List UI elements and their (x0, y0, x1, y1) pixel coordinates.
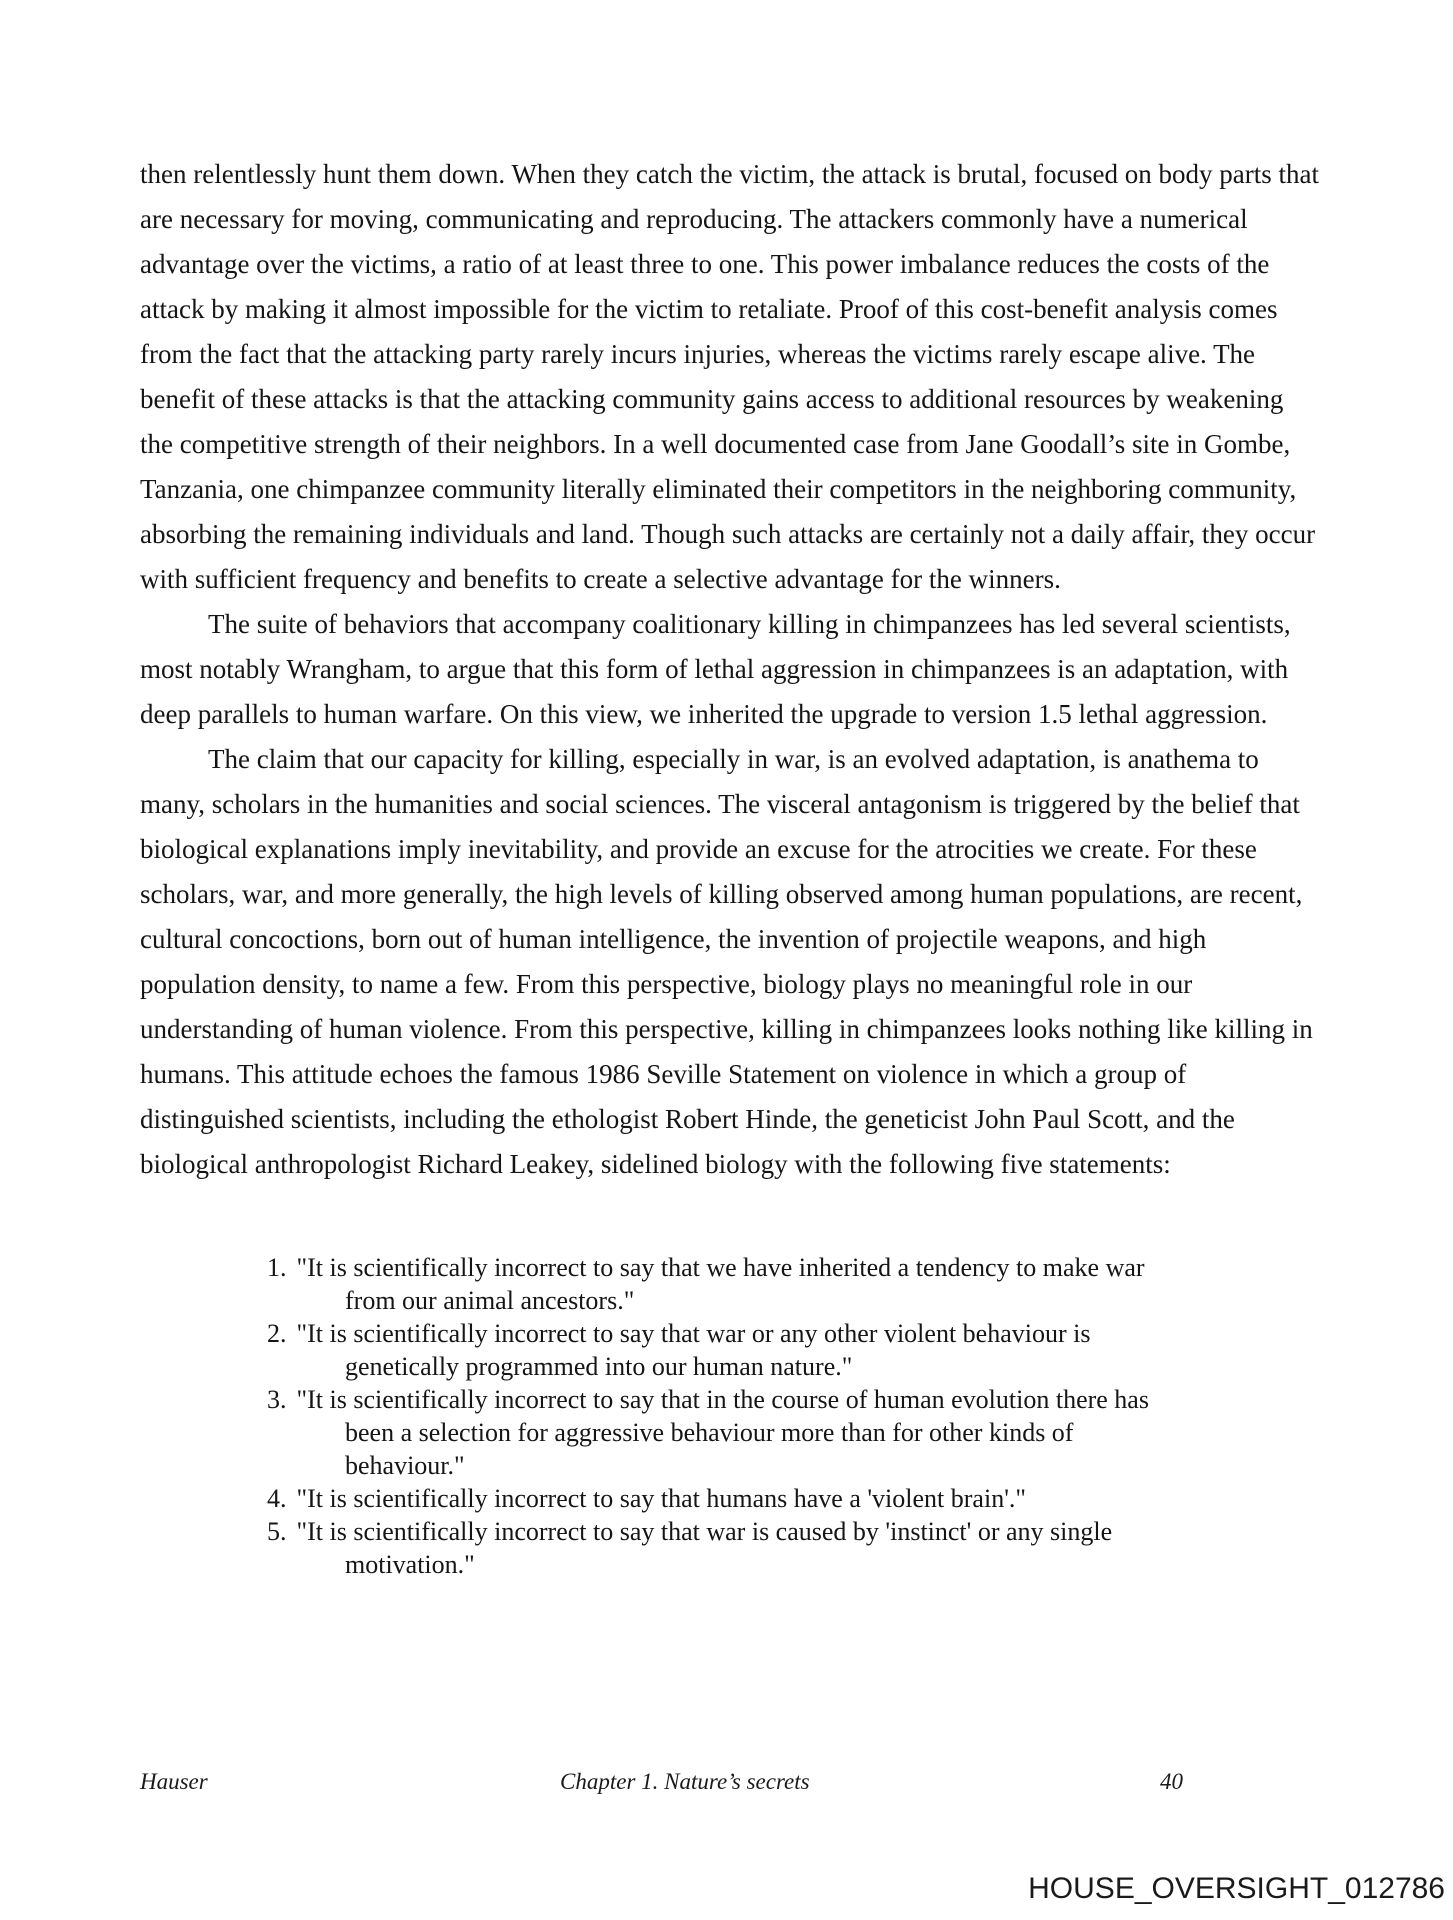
list-item-text: "It is scientifically incorrect to say that humans have a 'violent brain'." (296, 1484, 1026, 1513)
seville-statement-2 (267, 1317, 1165, 1383)
seville-statement-5 (267, 1515, 1165, 1581)
list-item-text: "It is scientifically incorrect to say that in the course of human evolution there has been a selection for aggressive behaviour more than for other kinds of behaviour." (296, 1385, 1149, 1480)
running-footer (0, 1768, 1453, 1798)
footer-author: Hauser (140, 1769, 208, 1794)
seville-statements-list (140, 1251, 1165, 1581)
list-item-number: 4. (267, 1484, 287, 1513)
footer-page-number: 40 (1160, 1769, 1183, 1794)
list-item-number: 5. (267, 1517, 287, 1546)
footer-chapter-title: Chapter 1. Nature’s secrets (560, 1769, 810, 1794)
list-item-number: 2. (267, 1319, 287, 1348)
seville-statement-4 (267, 1482, 1165, 1515)
list-item-number: 3. (267, 1385, 287, 1414)
list-item-text: "It is scientifically incorrect to say that war is caused by 'instinct' or any single motivation." (296, 1517, 1113, 1579)
list-item-number: 1. (267, 1253, 287, 1282)
seville-statement-1 (267, 1251, 1165, 1317)
paragraph-coalitionary-killing: The suite of behaviors that accompany coalitionary killing in chimpanzees has led several scientists, most notably Wrangham, to argue that this form of lethal aggression in chimpanzees is an adaptation, with deep parallels to human warfare. On this view, we inherited the upgrade to version 1.5 lethal aggression. (140, 609, 1291, 729)
paragraph-hunting-attacks: then relentlessly hunt them down. When they catch the victim, the attack is brutal, focused on body parts that are necessary for moving, communicating and reproducing. The attackers commonly have a numerical advantage over the victims, a ratio of at least three to one. This power imbalance reduces the costs of the attack by making it almost impossible for the victim to retaliate. Proof of this cost-benefit analysis comes from the fact that the attacking party rarely incurs injuries, whereas the victims rarely escape alive. The benefit of these attacks is that the attacking community gains access to additional resources by weakening the competitive strength of their neighbors. In a well documented case from Jane Goodall’s site in Gombe, Tanzania, one chimpanzee community literally eliminated their competitors in the neighboring community, absorbing the remaining individuals and land. Though such attacks are certainly not a daily affair, they occur with sufficient frequency and benefits to create a selective advantage for the winners. (140, 159, 1319, 594)
list-item-text: "It is scientifically incorrect to say that war or any other violent behaviour is genetically programmed into our human nature." (296, 1319, 1091, 1381)
bates-stamp: HOUSE_OVERSIGHT_012786 (1028, 1872, 1445, 1905)
paragraph-seville-intro: The claim that our capacity for killing, especially in war, is an evolved adaptation, is anathema to many, scholars in the humanities and social sciences. The visceral antagonism is triggered by the belief that biological explanations imply inevitability, and provide an excuse for the atrocities we create. For these scholars, war, and more generally, the high levels of killing observed among human populations, are recent, cultural concoctions, born out of human intelligence, the invention of projectile weapons, and high population density, to name a few. From this perspective, biology plays no meaningful role in our understanding of human violence. From this perspective, killing in chimpanzees looks nothing like killing in humans. This attitude echoes the famous 1986 Seville Statement on violence in which a group of distinguished scientists, including the ethologist Robert Hinde, the geneticist John Paul Scott, and the biological anthropologist Richard Leakey, sidelined biology with the following five statements: (140, 744, 1313, 1179)
list-item-text: "It is scientifically incorrect to say that we have inherited a tendency to make war from our animal ancestors." (296, 1253, 1145, 1315)
seville-statement-3 (267, 1383, 1165, 1482)
page-body (140, 152, 1320, 1581)
